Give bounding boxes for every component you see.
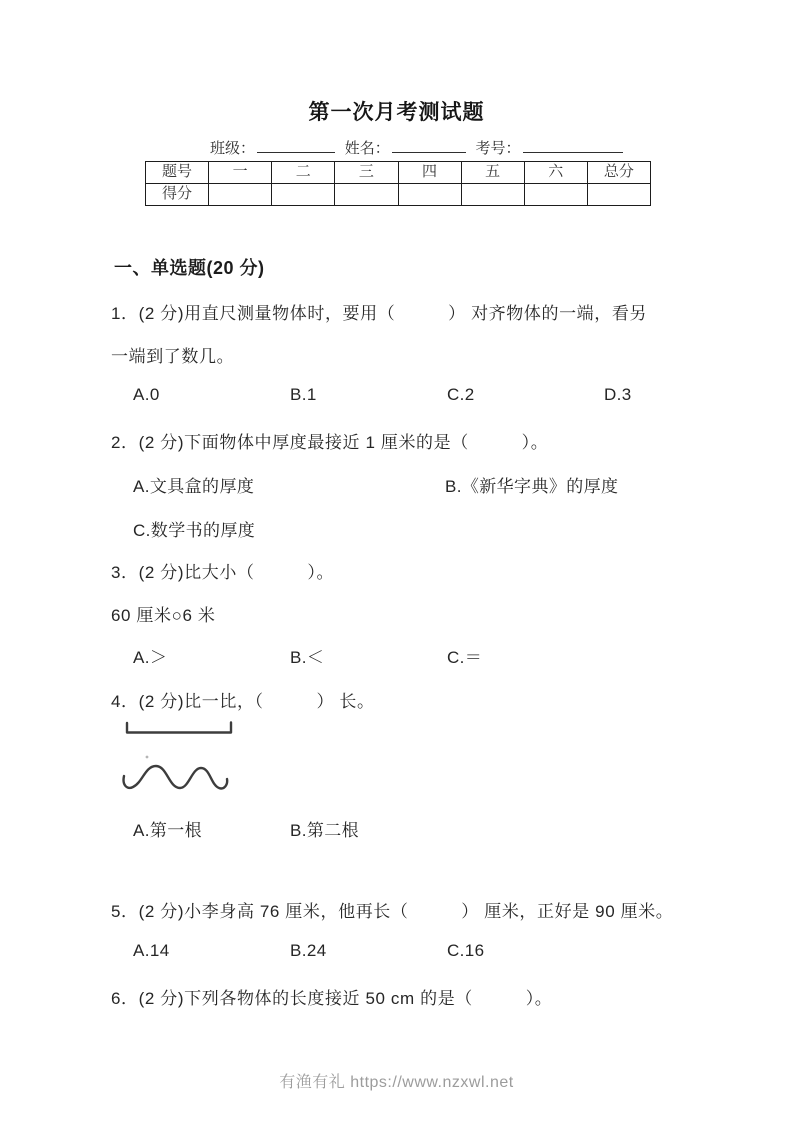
question-5-option-a: A.14 bbox=[133, 941, 170, 960]
question-4-option-a: A.第一根 bbox=[133, 821, 203, 840]
score-table-empty-cell bbox=[398, 184, 461, 206]
question-5-option-b: B.24 bbox=[290, 941, 327, 960]
question-5-line-1: 5．(2 分)小李身高 76 厘米，他再长（ ） 厘米，正好是 90 厘米。 bbox=[111, 902, 674, 921]
score-table bbox=[145, 161, 651, 206]
exam-number-blank-line bbox=[523, 139, 623, 153]
question-3-option-c: C.＝ bbox=[447, 648, 483, 667]
wavy-line-drawing bbox=[124, 766, 228, 788]
score-table-empty-cell bbox=[524, 184, 587, 206]
straight-line-drawing bbox=[127, 723, 231, 733]
score-table-header-cell: 六 bbox=[524, 162, 587, 184]
question-4-line-1: 4．(2 分)比一比，（ ） 长。 bbox=[111, 692, 375, 711]
score-table-header-cell: 三 bbox=[335, 162, 398, 184]
section-heading: 一、单选题(20 分) bbox=[114, 258, 265, 278]
question-2-line-1: 2．(2 分)下面物体中厚度最接近 1 厘米的是（ ）。 bbox=[111, 433, 549, 452]
score-table-header-cell: 题号 bbox=[146, 162, 209, 184]
question-1-options-row bbox=[133, 385, 761, 405]
score-table-header-cell: 总分 bbox=[587, 162, 650, 184]
score-table-empty-cell bbox=[209, 184, 272, 206]
question-1-option-a: A.0 bbox=[133, 385, 160, 404]
score-table-header-row bbox=[146, 162, 651, 184]
question-4-option-b: B.第二根 bbox=[290, 821, 360, 840]
question-5-option-c: C.16 bbox=[447, 941, 485, 960]
class-blank-line bbox=[257, 139, 335, 153]
question-2-options-row-1 bbox=[133, 472, 619, 497]
question-2-option-a: A.文具盒的厚度 bbox=[133, 477, 255, 496]
watermark-footer: 有渔有礼 https://www.nzxwl.net bbox=[279, 1074, 514, 1091]
score-table-empty-cell bbox=[272, 184, 335, 206]
question-1-option-c: C.2 bbox=[447, 385, 475, 404]
question-2-option-c: C.数学书的厚度 bbox=[133, 521, 256, 540]
score-table-empty-cell bbox=[587, 184, 650, 206]
page-title: 第一次月考测试题 bbox=[308, 101, 485, 124]
question-1-line-2: 一端到了数几。 bbox=[111, 347, 235, 366]
line-comparison-figure bbox=[117, 710, 242, 802]
question-3-option-a: A.＞ bbox=[133, 648, 168, 667]
question-2-options-row-2 bbox=[133, 516, 290, 541]
question-4-options-row bbox=[133, 816, 447, 841]
score-table-score-row bbox=[146, 184, 651, 206]
question-3-line-1: 3．(2 分)比大小（ ）。 bbox=[111, 563, 335, 582]
student-info-row bbox=[210, 137, 629, 158]
score-row-label-cell: 得分 bbox=[146, 184, 209, 206]
name-blank-line bbox=[392, 139, 466, 153]
question-3-option-b: B.＜ bbox=[290, 648, 325, 667]
score-table-header-cell: 四 bbox=[398, 162, 461, 184]
question-3-options-row bbox=[133, 643, 604, 668]
score-table-header-cell: 一 bbox=[209, 162, 272, 184]
question-1-option-d: D.3 bbox=[604, 385, 632, 404]
question-2-option-b: B.《新华字典》的厚度 bbox=[445, 477, 619, 496]
score-table-header-cell: 二 bbox=[272, 162, 335, 184]
score-table-empty-cell bbox=[461, 184, 524, 206]
question-3-expression: 60 厘米○6 米 bbox=[111, 606, 216, 625]
exam-number-label: 考号： bbox=[475, 141, 521, 157]
class-label: 班级： bbox=[210, 141, 256, 157]
ink-speck bbox=[146, 756, 149, 759]
question-5-options-row bbox=[133, 941, 604, 961]
score-table-header-cell: 五 bbox=[461, 162, 524, 184]
question-1-line-1: 1．(2 分)用直尺测量物体时，要用（ ） 对齐物体的一端，看另 bbox=[111, 304, 648, 323]
question-1-option-b: B.1 bbox=[290, 385, 317, 404]
score-table-empty-cell bbox=[335, 184, 398, 206]
question-6-line-1: 6．(2 分)下列各物体的长度接近 50 cm 的是（ ）。 bbox=[111, 989, 553, 1008]
name-label: 姓名： bbox=[344, 141, 390, 157]
